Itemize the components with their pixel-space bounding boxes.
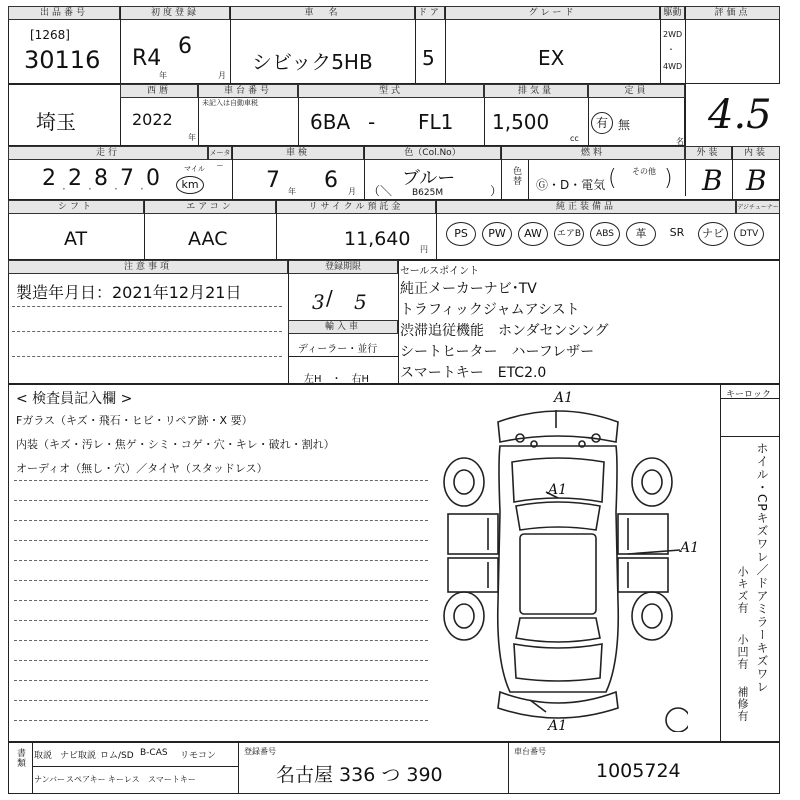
mileage-digit: 8: [94, 166, 108, 191]
interior-grade: B: [746, 164, 767, 197]
inspector-rule: [14, 520, 428, 521]
inspector-rule: [14, 480, 428, 481]
turbo-no: 無: [618, 118, 631, 132]
sales-point: シートヒーター ハーフレザー: [400, 344, 595, 360]
displacement-label: 排気量: [484, 84, 588, 98]
damage-mark-right: A1: [680, 540, 700, 556]
auction-sheet: [8, 6, 780, 794]
grade-label: グレード: [445, 6, 660, 20]
western-label: 西暦: [120, 84, 198, 98]
sales-point: スマートキー ETC2.0: [400, 365, 547, 381]
chassis-number: 1005724: [596, 760, 681, 782]
recycle-label: リサイクル預託金: [276, 200, 436, 214]
color: ブルー: [402, 168, 456, 189]
equipment-item: AW: [518, 222, 548, 246]
equipment-label: 純正装備品: [436, 200, 736, 214]
footer-item: リモコン: [180, 751, 217, 761]
import-label: 輸入車: [288, 320, 398, 334]
drive-dot: ・: [667, 45, 675, 54]
reg-day: 5: [354, 290, 367, 314]
displacement: 1,500: [492, 110, 550, 134]
western-year-unit: 年: [188, 133, 196, 142]
capacity-unit: 名: [676, 137, 684, 146]
doors: 5: [422, 46, 435, 70]
color-code: B625M: [412, 188, 444, 198]
inspection-month-unit: 月: [348, 187, 356, 196]
drive-2wd: 2WD: [663, 30, 683, 39]
grade: EX: [538, 46, 565, 70]
equipment-item: エアB: [554, 222, 584, 246]
glass-note: Fガラス（キズ・飛石・ヒビ・リペア跡・X 要）: [16, 414, 253, 427]
car-name: シビック5HB: [252, 50, 373, 74]
cc-unit: cc: [570, 134, 579, 143]
side-note-4: 補修有: [736, 686, 749, 722]
footer-item: B-CAS: [140, 748, 168, 758]
inspector-rule: [14, 680, 428, 681]
model-dash: -: [368, 110, 376, 134]
lot-label: 出品番号: [8, 6, 120, 20]
interior-note: 内装（キズ・汚レ・焦ゲ・シミ・コゲ・穴・キレ・破れ・割れ）: [16, 438, 335, 451]
equipment-item: SR: [669, 226, 685, 239]
inspection-month: 6: [324, 168, 338, 193]
footer-item: 取説: [34, 751, 53, 761]
vin-note: 未記入は自動車税: [202, 99, 258, 107]
car-name-label: 車 名: [230, 6, 415, 20]
model-prefix: 6BA: [310, 110, 351, 134]
sales-point: 渋滞追従機能 ホンダセンシング: [400, 323, 609, 339]
inspector-rule: [14, 560, 428, 561]
sales-point: 純正メーカーナビ･TV: [400, 281, 537, 297]
reg-deadline-label: 登録期限: [288, 260, 398, 274]
lot-number: 30116: [24, 46, 101, 74]
side-note-2: 小キズ有: [736, 566, 749, 614]
reg-month: 3: [312, 290, 325, 314]
km-unit: km: [176, 176, 204, 194]
western-year: 2022: [132, 110, 173, 129]
inspector-title: < 検査員記入欄 >: [16, 391, 133, 407]
first-reg-month: 6: [178, 34, 192, 59]
paren-close: ）: [490, 184, 503, 198]
audio-note: オーディオ（無し・穴）／タイヤ（スタッドレス）: [16, 462, 268, 475]
mileage-separator: ·: [114, 182, 118, 196]
damage-mark-rear: A1: [548, 718, 568, 734]
import-type: ディーラー・並行: [298, 344, 378, 355]
inspector-rule: [14, 700, 428, 701]
color-label: 色（Col.No）: [364, 146, 501, 160]
capacity-label: 定員: [588, 84, 685, 98]
model-label: 型式: [298, 84, 484, 98]
footer-item: ナンバー: [34, 775, 66, 784]
area: 埼玉: [36, 110, 76, 134]
inspection-year-unit: 年: [288, 187, 296, 196]
drive-4wd: 4WD: [663, 62, 683, 71]
mileage-digit: 2: [42, 166, 56, 191]
inspector-rule: [14, 620, 428, 621]
footer-item: スペアキー: [66, 775, 106, 784]
footer-item: ナビ取説: [60, 751, 97, 761]
equipment-item: ABS: [590, 222, 620, 246]
mileage-separator: ·: [62, 182, 66, 196]
color-change-label: 色替: [511, 166, 521, 186]
inspector-rule: [14, 540, 428, 541]
sales-label: セールスポイント: [400, 266, 480, 277]
manufacture-date: 製造年月日：2021年12月21日: [16, 283, 242, 302]
paren-open: （＼: [368, 184, 393, 198]
plate: 名古屋 336 つ 390: [276, 764, 443, 786]
drive-label: 駆動: [660, 6, 685, 20]
mile-unit: マイル: [184, 165, 205, 173]
inspector-rule: [14, 720, 428, 721]
equipment-item: 革: [626, 222, 656, 246]
shift-label: シフト: [8, 200, 144, 214]
footer-item: キーレス: [108, 775, 140, 784]
plate-label: 登録番号: [244, 747, 276, 756]
shift: AT: [64, 228, 88, 250]
interior-label: 内装: [732, 146, 780, 160]
ac-label: エアコン: [144, 200, 276, 214]
handle: 左H ・ 右H: [304, 374, 370, 385]
inspection-year: 7: [266, 168, 280, 193]
meter-label: メーター: [208, 146, 232, 160]
sales-point: トラフィックジャムアシスト: [400, 302, 580, 318]
vin-label: 車台番号: [198, 84, 298, 98]
tv-tuner-label: デジチューナー: [736, 200, 780, 214]
score: 4.5: [708, 92, 772, 138]
damage-mark-front: A1: [554, 390, 574, 406]
fuel-other: その他: [632, 167, 656, 176]
fuel-paren: (: [608, 166, 617, 191]
equipment-item: PS: [446, 222, 476, 246]
inspector-rule: [14, 640, 428, 641]
door-label: ドア: [415, 6, 445, 20]
inspector-rule: [14, 660, 428, 661]
equipment-item: ナビ: [698, 222, 728, 246]
footer-item: スマートキー: [148, 775, 196, 784]
caution-label: 注意事項: [8, 260, 288, 274]
car-diagram: [428, 402, 688, 732]
reg-sep: /: [326, 286, 333, 310]
fuel-label: 燃料: [501, 146, 685, 160]
recycle: 11,640: [344, 228, 411, 250]
month-unit: 月: [218, 71, 226, 80]
fuel-options: Ⓖ・D・電気: [536, 178, 606, 192]
chassis-label: 車台番号: [514, 747, 546, 756]
mileage-separator: ·: [140, 182, 144, 196]
exterior-label: 外装: [685, 146, 732, 160]
key-lock-label: キーロック: [726, 390, 771, 400]
mileage-digit: 2: [68, 166, 82, 191]
first-reg-label: 初度登録: [120, 6, 230, 20]
inspection-label: 車検: [232, 146, 364, 160]
side-note-3: 小凹有: [736, 634, 749, 670]
exterior-grade: B: [702, 164, 723, 197]
inspector-rule: [14, 600, 428, 601]
model-code: FL1: [418, 110, 454, 134]
inspector-rule: [14, 500, 428, 501]
lot-sub: [1268]: [30, 28, 70, 42]
mileage-separator: ·: [88, 182, 92, 196]
mileage-digit: 0: [146, 166, 160, 191]
score-label: 評価点: [685, 6, 780, 20]
mileage-digit: 7: [120, 166, 134, 191]
docs-label: 書類: [15, 748, 25, 768]
first-reg-era: R4: [132, 46, 162, 71]
fuel-paren-close: ): [664, 166, 673, 191]
footer-item: ロム/SD: [100, 751, 134, 761]
equipment-item: PW: [482, 222, 512, 246]
mileage-label: 走行: [8, 146, 208, 160]
yen-unit: 円: [420, 245, 428, 254]
year-unit: 年: [159, 71, 167, 80]
turbo-yes: 有: [591, 112, 613, 134]
damage-mark-hood: A1: [548, 482, 568, 498]
side-note-1: ホイル・CPキズワレ／ドアミラーキズワレ: [755, 442, 769, 694]
equipment-item: DTV: [734, 222, 764, 246]
inspector-rule: [14, 580, 428, 581]
ac: AAC: [188, 228, 228, 250]
